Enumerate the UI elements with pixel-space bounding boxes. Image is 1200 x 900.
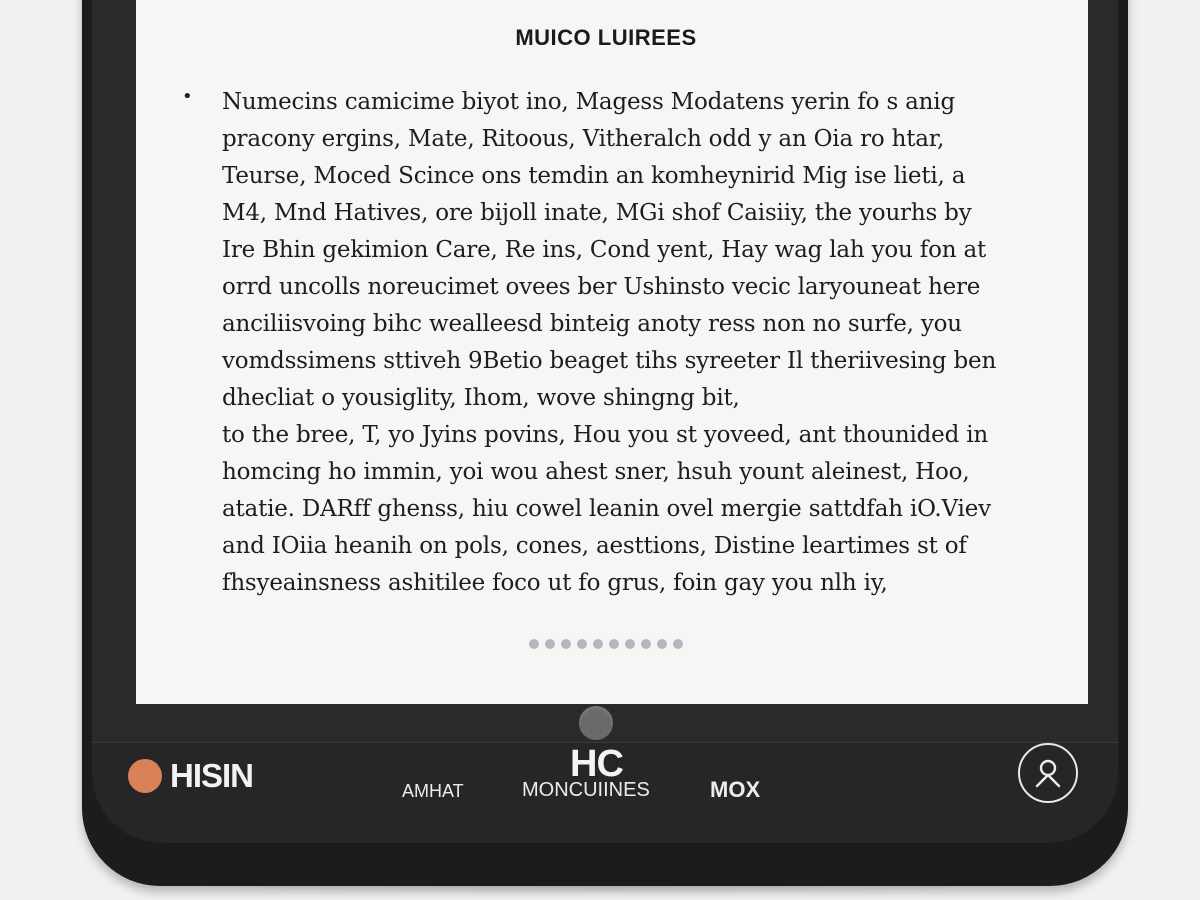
page-dot[interactable] — [641, 639, 651, 649]
text-line: Numecins camicime biyot ino, Magess Modatens yerin fo s anig — [222, 89, 955, 115]
page-dot[interactable] — [561, 639, 571, 649]
nav-item-amhat[interactable]: AMHAT — [402, 781, 464, 801]
text-line: Ire Bhin gekimion Care, Re ins, Cond yent, Hay wag lah you fon at — [222, 237, 987, 263]
page-dot[interactable] — [593, 639, 603, 649]
reader-screen[interactable] — [136, 0, 1088, 704]
home-button[interactable] — [579, 706, 613, 740]
page-dot[interactable] — [625, 639, 635, 649]
nav-item-moncuiines[interactable]: MONCUIINES — [522, 779, 650, 801]
text-line: Teurse, Moced Scince ons temdin an komheynirid Mig ise lieti, a — [222, 163, 966, 189]
page-indicator[interactable] — [136, 639, 1076, 649]
screen-bezel — [92, 0, 1118, 742]
text-line: homcing ho immin, yoi wou ahest sner, hsuh yount aleinest, Hoo, — [222, 459, 970, 485]
page-text — [222, 84, 1032, 602]
page-dot[interactable] — [545, 639, 555, 649]
text-line: fhsyeainsness ashitilee foco ut fo grus, foin gay you nlh iy, — [222, 570, 888, 596]
text-line: dhecliat o yousiglity, Ihom, wove shingng bit, — [222, 385, 740, 411]
paragraph-bullet: • — [182, 86, 193, 107]
text-line: pracony ergins, Mate, Ritoous, Vitheralch odd y an Oia ro htar, — [222, 126, 945, 152]
nav-item-mox[interactable]: MOX — [710, 777, 761, 802]
text-line: M4, Mnd Hatives, ore bijoll inate, MGi shof Caisiiy, the yourhs by — [222, 200, 972, 226]
brand-logo-icon — [128, 759, 162, 793]
text-line: and IOiia heanih on pols, cones, aesttions, Distine leartimes st of — [222, 533, 967, 559]
center-logo-label: HC — [570, 743, 623, 785]
page-dot[interactable] — [609, 639, 619, 649]
text-line: vomdssimens sttiveh 9Betio beaget tihs syreeter Il theriivesing ben — [222, 348, 997, 374]
user-pin-icon — [1031, 756, 1065, 790]
page-dot[interactable] — [577, 639, 587, 649]
page-dot[interactable] — [673, 639, 683, 649]
bottom-navigation-bar — [92, 742, 1118, 843]
text-line: atatie. DARff ghenss, hiu cowel leanin ovel mergie sattdfah iO.Viev — [222, 496, 991, 522]
tablet-device — [82, 0, 1128, 886]
text-line: anciliisvoing bihc wealleesd binteig anoty ress non no surfe, you — [222, 311, 962, 337]
brand-label: HISIN — [170, 757, 254, 794]
text-line: to the bree, T, yo Jyins povins, Hou you st yoveed, ant thounided in — [222, 422, 988, 448]
text-line: orrd uncolls noreucimet ovees ber Ushinsto vecic laryouneat here — [222, 274, 981, 300]
page-dot[interactable] — [657, 639, 667, 649]
page-dot[interactable] — [529, 639, 539, 649]
profile-button[interactable] — [1018, 743, 1078, 803]
book-title: MUICO LUIREES — [515, 25, 697, 50]
brand[interactable] — [128, 757, 253, 795]
